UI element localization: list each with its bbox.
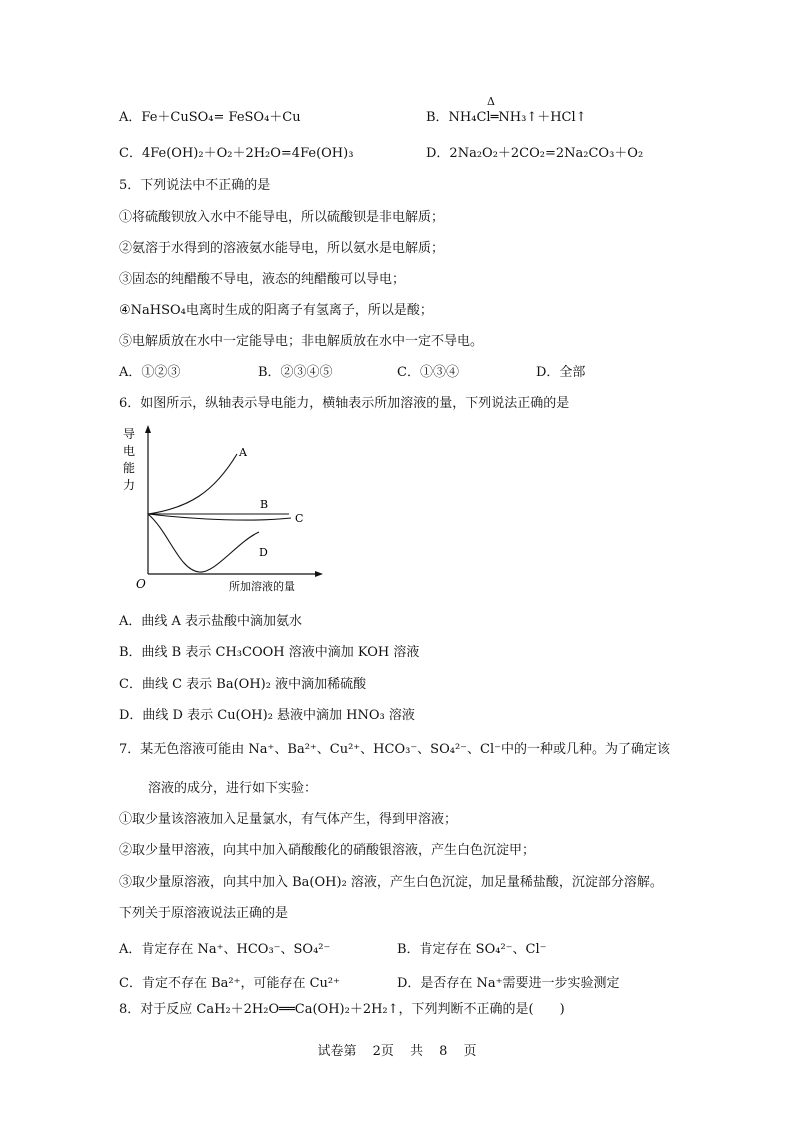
q4-option-b-delta: Δ [487,95,495,108]
curve-a-label: A [239,446,247,459]
x-axis-label: 所加溶液的量 [229,580,295,593]
q6-option-d: D．曲线 D 表示 Cu(OH)₂ 悬液中滴加 HNO₃ 溶液 [119,708,415,723]
q4-option-d: D．2Na₂O₂＋2CO₂=2Na₂CO₃＋O₂ [426,146,644,161]
q6-stem: 6．如图所示，纵轴表示导电能力，横轴表示所加溶液的量，下列说法正确的是 [119,396,570,411]
y-label-char-2: 电 [123,444,136,458]
y-axis-arrow [145,425,151,433]
q7-step-3: ③取少量原溶液，向其中加入 Ba(OH)₂ 溶液，产生白色沉淀，加足量稀盐酸，沉淀部分溶解。 [119,875,663,890]
q6-option-c: C．曲线 C 表示 Ba(OH)₂ 液中滴加稀硫酸 [119,677,367,692]
y-label-char-3: 能 [123,461,136,475]
q5-stem: 5．下列说法中不正确的是 [119,178,271,193]
curve-b-label: B [260,498,269,511]
q5-option-c: C．①③④ [397,365,459,380]
q7-option-a: A．肯定存在 Na⁺、HCO₃⁻、SO₄²⁻ [119,942,331,957]
q5-item-1: ①将硫酸钡放入水中不能导电，所以硫酸钡是非电解质； [119,210,445,225]
q7-option-c: C．肯定不存在 Ba²⁺，可能存在 Cu²⁺ [119,976,340,991]
q5-item-5: ⑤电解质放在水中一定能导电；非电解质放在水中一定不导电。 [119,334,484,349]
page-footer: 试卷第 2页 共 8 页 [317,1044,477,1059]
q7-option-b: B．肯定存在 SO₄²⁻、Cl⁻ [397,942,547,957]
q6-option-a: A．曲线 A 表示盐酸中滴加氨水 [119,614,303,629]
curve-c [148,514,291,520]
q5-item-4: ④NaHSO₄电离时生成的阳离子有氢离子，所以是酸； [119,303,433,318]
q7-question: 下列关于原溶液说法正确的是 [119,906,289,921]
q5-option-d: D．全部 [536,365,586,380]
curve-d-label: D [259,546,268,559]
q5-option-b: B．②③④⑤ [258,365,333,380]
origin-label: O [136,577,146,591]
q7-stem-line-1: 7．某无色溶液可能由 Na⁺、Ba²⁺、Cu²⁺、HCO₃⁻、SO₄²⁻、Cl⁻中的一种或几种。为了确定该 [119,742,670,757]
q5-item-3: ③固态的纯醋酸不导电，液态的纯醋酸可以导电； [119,272,406,287]
q6-option-b: B．曲线 B 表示 CH₃COOH 溶液中滴加 KOH 溶液 [119,645,420,660]
x-axis-arrow [315,571,323,577]
curve-c-label: C [295,512,304,525]
q4-option-c: C．4Fe(OH)₂＋O₂＋2H₂O=4Fe(OH)₃ [119,146,354,161]
y-label-char-4: 力 [123,478,136,492]
q7-stem-line-2: 溶液的成分，进行如下实验： [148,781,318,796]
q8-stem: 8．对于反应 CaH₂＋2H₂O══Ca(OH)₂＋2H₂↑，下列判断不正确的是( ) [119,1002,565,1017]
curve-a [148,454,237,514]
q5-option-a: A．①②③ [119,365,181,380]
q7-step-1: ①取少量该溶液加入足量氯水，有气体产生，得到甲溶液； [119,812,458,827]
curve-d [148,514,259,572]
q7-step-2: ②取少量甲溶液，向其中加入硝酸酸化的硝酸银溶液，产生白色沉淀甲； [119,843,536,858]
q4-option-a: A．Fe＋CuSO₄= FeSO₄＋Cu [119,110,301,125]
q5-item-2: ②氨溶于水得到的溶液氨水能导电，所以氨水是电解质； [119,241,445,256]
q6-conductivity-graph [119,422,339,597]
q7-option-d: D．是否存在 Na⁺需要进一步实验测定 [397,976,620,991]
y-label-char-1: 导 [123,427,136,441]
q4-option-b: B．NH₄Cl═NH₃↑＋HCl↑ [426,110,587,125]
